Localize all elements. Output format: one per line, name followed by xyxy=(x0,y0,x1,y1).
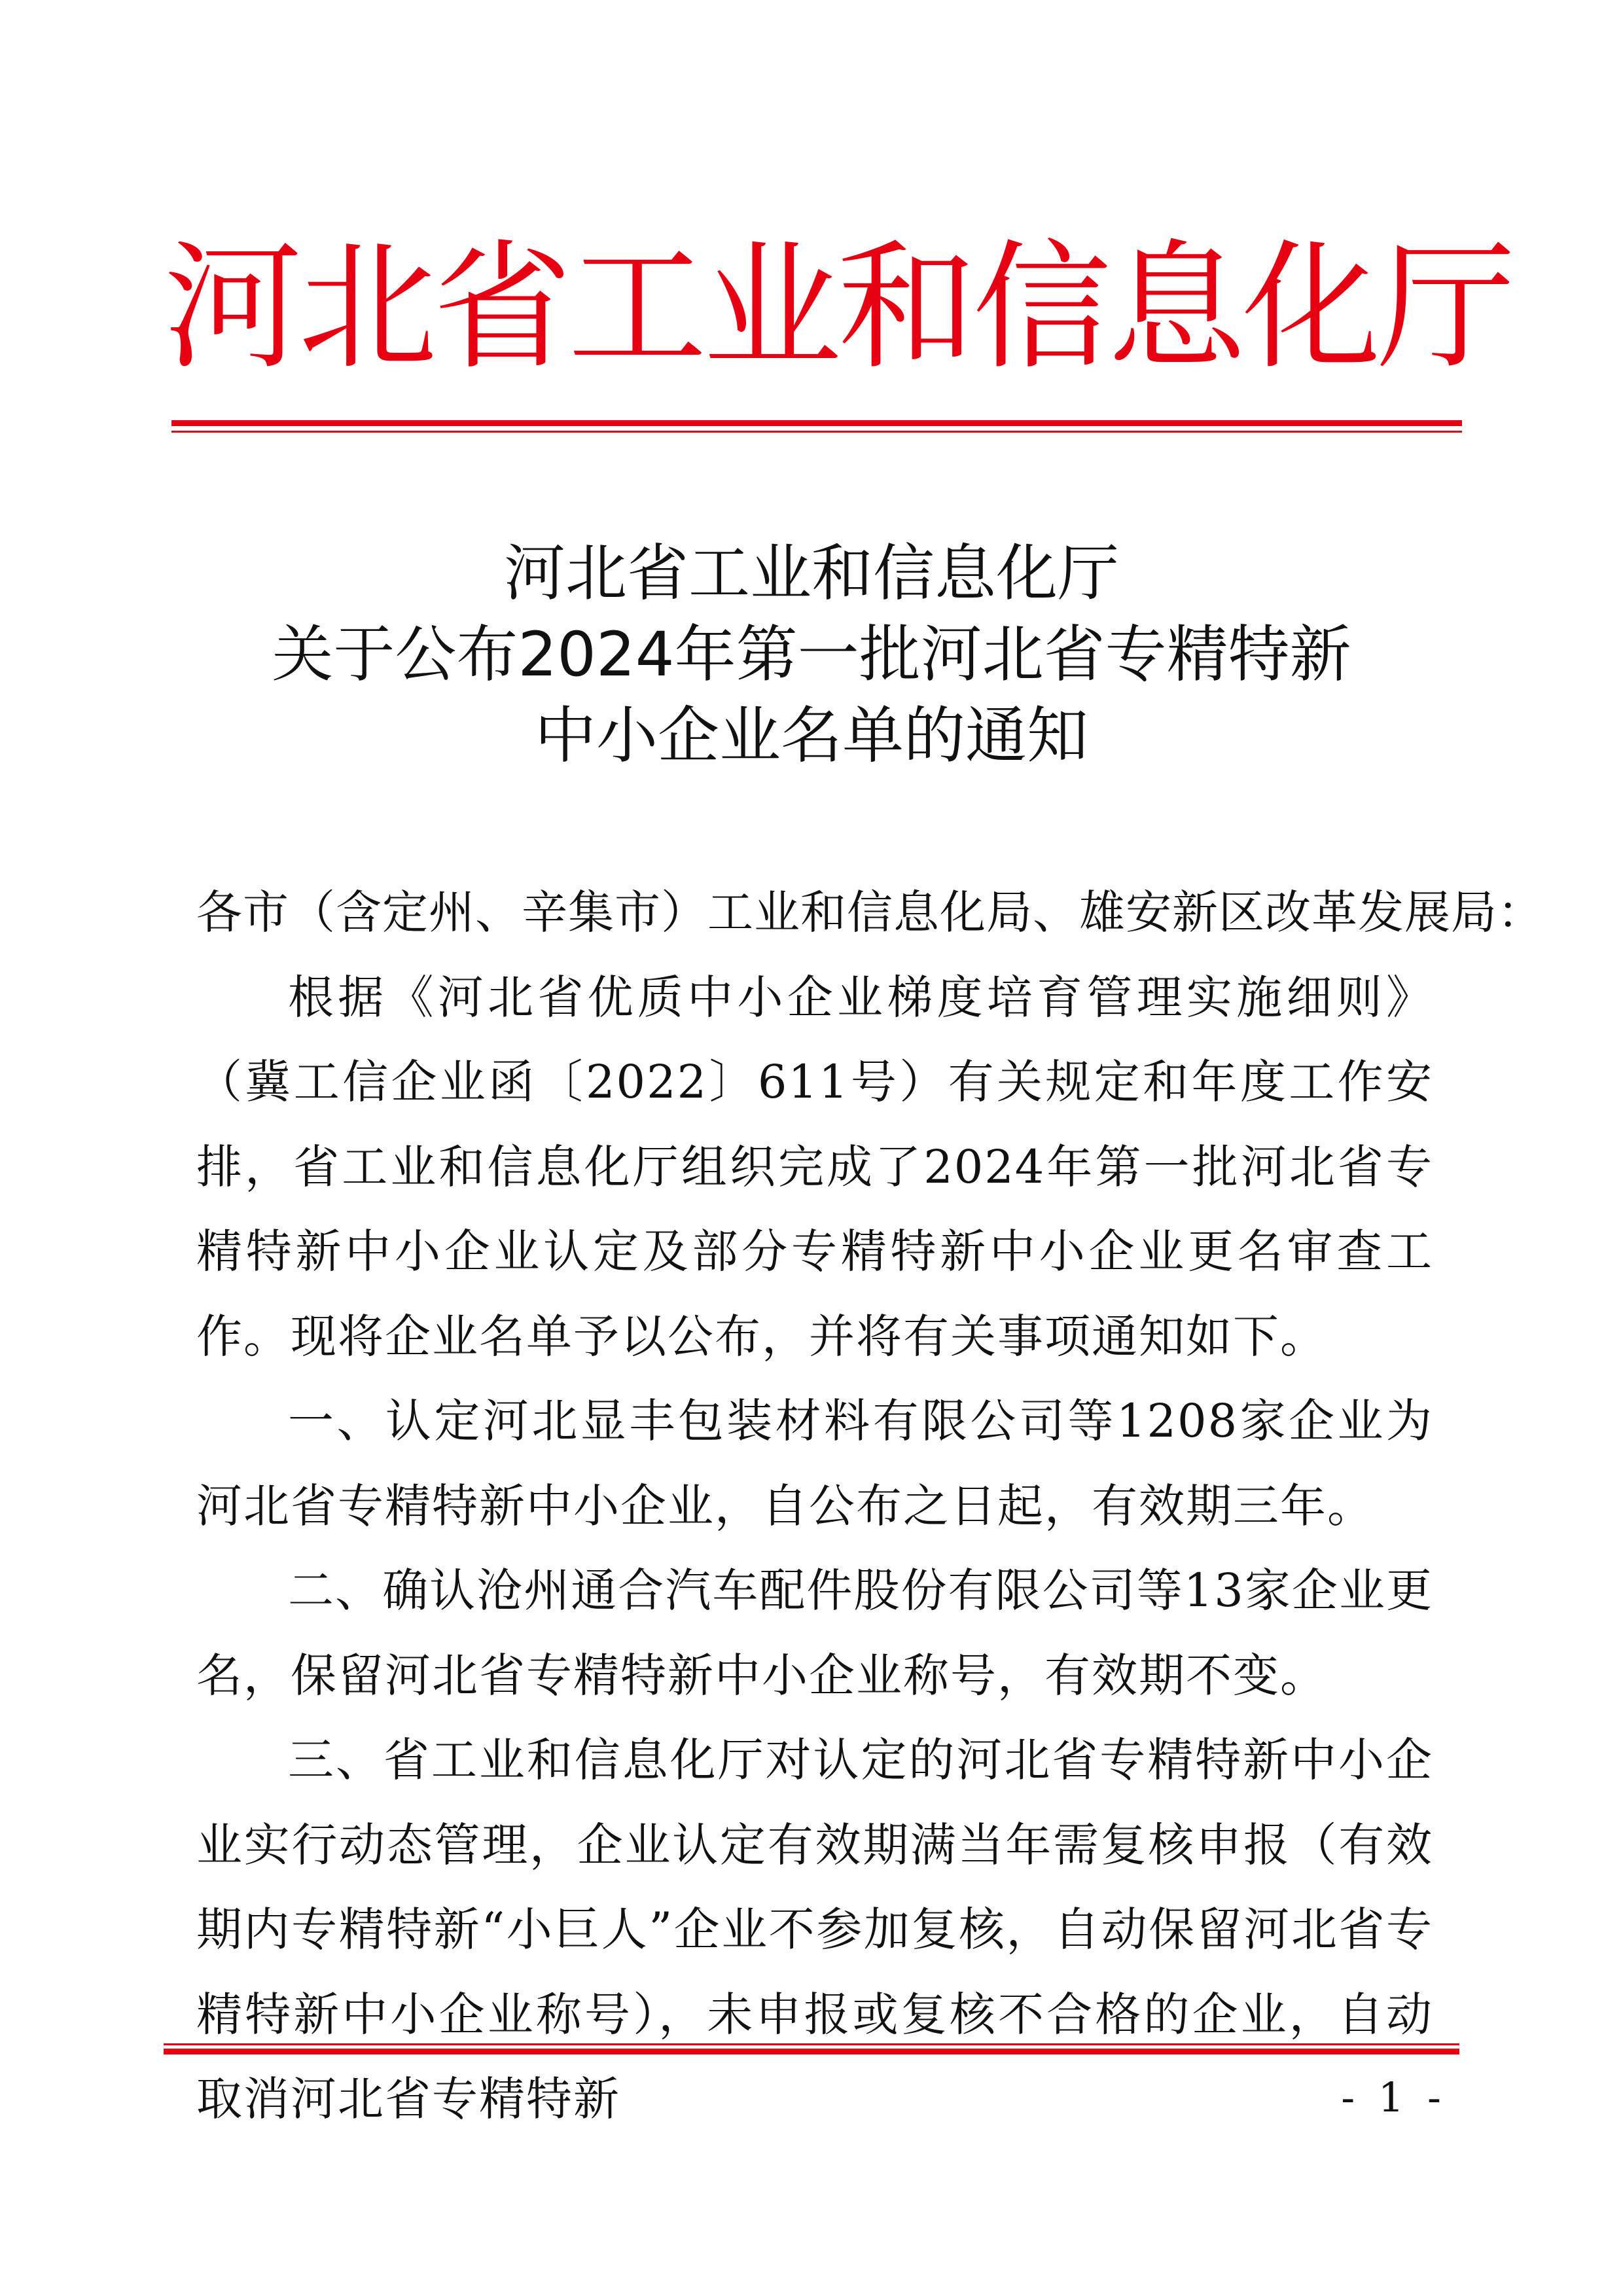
document-body xyxy=(196,870,1544,2142)
footer-rule-thin xyxy=(164,2043,1459,2045)
masthead-rule-thin xyxy=(171,431,1462,433)
title-line-1: 河北省工业和信息化厅 xyxy=(503,538,1119,609)
masthead-rule-thick xyxy=(171,420,1462,426)
document-title xyxy=(164,533,1459,777)
paragraph-3: 二、确认沧州通合汽车配件股份有限公司等13家企业更名，保留河北省专精特新中小企业称号，有效期不变。 xyxy=(196,1564,1433,1702)
salutation: 各市（含定州、辛集市）工业和信息化局、雄安新区改革发展局： xyxy=(196,886,1544,939)
paragraph-1: 根据《河北省优质中小企业梯度培育管理实施细则》（冀工信企业函〔2022〕611号）有关规定和年度工作安排，省工业和信息化厅组织完成了2024年第一批河北省专精特新中小企业认定及部分专精特新中小企业更名审查工作。现将企业名单予以公布，并将有关事项通知如下。 xyxy=(196,970,1433,1363)
title-line-2: 关于公布2024年第一批河北省专精特新 xyxy=(272,619,1351,691)
paragraph-2: 一、认定河北显丰包装材料有限公司等1208家企业为河北省专精特新中小企业，自公布之日起，有效期三年。 xyxy=(196,1394,1433,1533)
footer-rule-thick xyxy=(164,2049,1459,2054)
masthead-org-name: 河北省工业和信息化厅 xyxy=(164,226,1512,388)
title-line-3: 中小企业名单的通知 xyxy=(534,700,1088,772)
paragraph-4: 三、省工业和信息化厅对认定的河北省专精特新中小企业实行动态管理，企业认定有效期满当年需复核申报（有效期内专精特新“小巨人”企业不参加复核，自动保留河北省专精特新中小企业称号），未申报或复核不合格的企业，自动取消河北省专精特新 xyxy=(196,1733,1433,2126)
page-number: - 1 - xyxy=(1341,2073,1446,2121)
